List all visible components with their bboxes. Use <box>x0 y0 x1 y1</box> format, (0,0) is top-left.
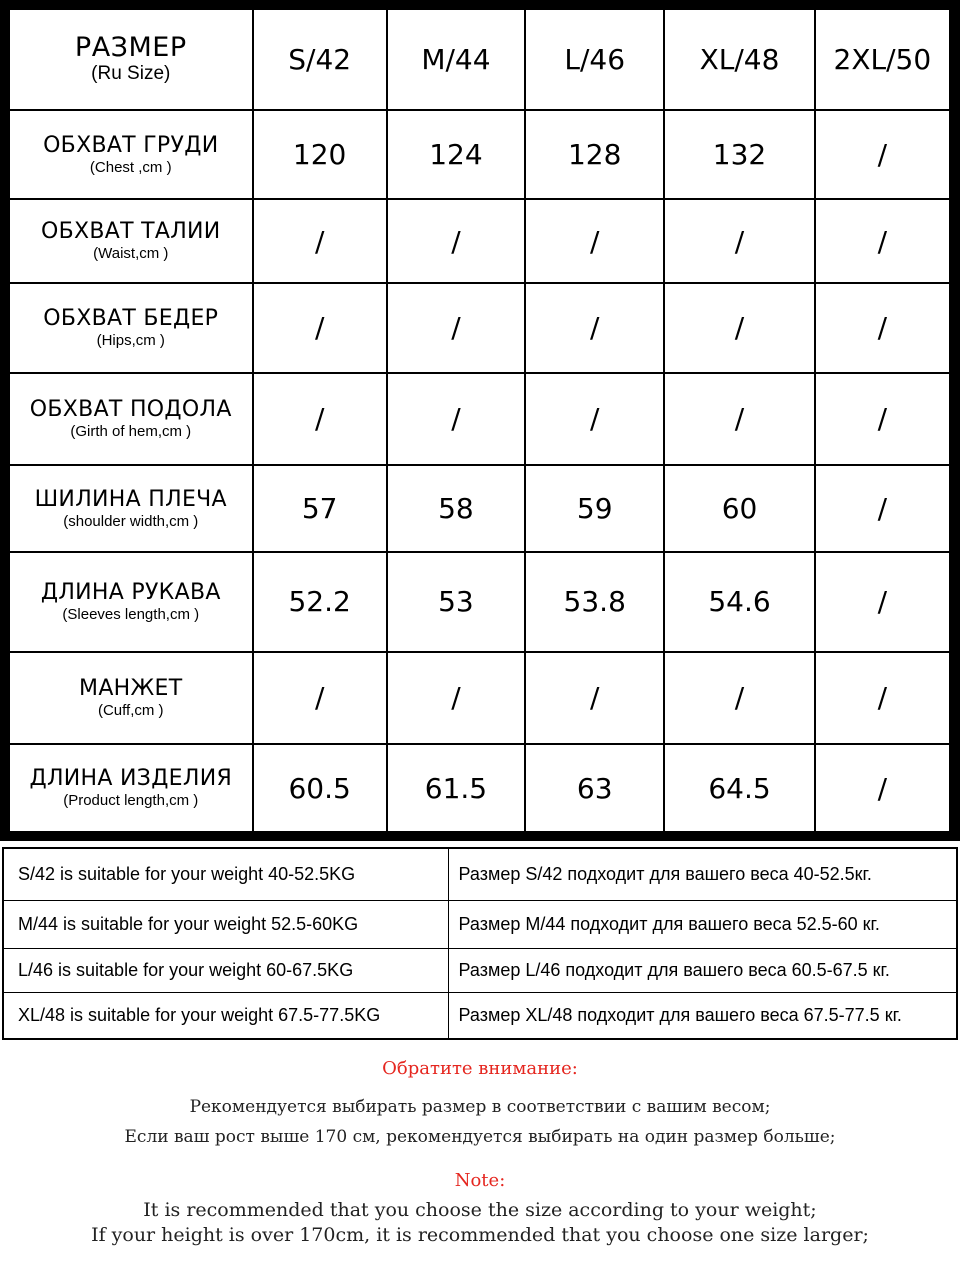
measure-value: 120 <box>254 111 386 199</box>
measure-value: 124 <box>388 111 524 199</box>
size-header-row <box>10 10 949 109</box>
measure-value: 57 <box>254 466 386 551</box>
measure-value: 63 <box>526 745 663 831</box>
weight-en: M/44 is suitable for your weight 52.5-60KG <box>4 900 448 948</box>
measure-value: / <box>388 284 524 372</box>
measure-label-cell <box>10 111 252 199</box>
weight-row <box>4 948 956 992</box>
measure-name: ДЛИНА ИЗДЕЛИЯ <box>29 766 233 792</box>
measure-value: 58 <box>388 466 524 551</box>
measure-value: / <box>254 284 386 372</box>
measure-row-chest <box>10 111 949 199</box>
measure-value: 53 <box>388 553 524 651</box>
measure-row-length <box>10 745 949 831</box>
weight-row <box>4 900 956 948</box>
measure-value: / <box>388 200 524 282</box>
size-label-l46: L/46 <box>526 10 663 109</box>
measure-name-en: (Girth of hem,cm ) <box>70 422 192 440</box>
measure-value: / <box>665 653 813 744</box>
measure-value: / <box>254 653 386 744</box>
measure-value: 52.2 <box>254 553 386 651</box>
measure-value: / <box>816 745 949 831</box>
measure-row-waist <box>10 200 949 282</box>
size-header-subtitle: (Ru Size) <box>91 63 171 85</box>
measure-value: 59 <box>526 466 663 551</box>
measure-label-cell <box>10 466 252 551</box>
measure-name-en: (Waist,cm ) <box>93 245 169 263</box>
measure-value: / <box>816 111 949 199</box>
measure-value: / <box>526 374 663 465</box>
measure-name-en: (Chest ,cm ) <box>89 158 172 176</box>
measure-value: / <box>816 653 949 744</box>
measure-name: ОБХВАТ ТАЛИИ <box>40 219 221 245</box>
weight-ru: Размер XL/48 подходит для вашего веса 67.5-77.5 кг. <box>448 992 956 1038</box>
measure-value: / <box>526 653 663 744</box>
measure-value: / <box>665 374 813 465</box>
weight-guide-table <box>2 847 958 1040</box>
note-ru-line-1: Рекомендуется выбирать размер в соответствии с вашим весом; <box>189 1097 771 1117</box>
measure-value: 53.8 <box>526 553 663 651</box>
measure-value: / <box>816 466 949 551</box>
measure-value: / <box>816 553 949 651</box>
note-heading-en: Note: <box>454 1170 506 1191</box>
weight-ru: Размер M/44 подходит для вашего веса 52.5-60 кг. <box>448 900 956 948</box>
weight-ru: Размер S/42 подходит для вашего веса 40-52.5кг. <box>448 849 956 900</box>
weight-row <box>4 849 956 900</box>
measure-value: / <box>816 284 949 372</box>
note-heading-ru: Обратите внимание: <box>382 1058 578 1079</box>
measure-value: 132 <box>665 111 813 199</box>
measure-label-cell <box>10 745 252 831</box>
measure-name: МАНЖЕТ <box>79 675 183 701</box>
measure-value: / <box>816 200 949 282</box>
measure-row-cuff <box>10 653 949 744</box>
measure-name: ОБХВАТ ПОДОЛА <box>29 396 232 422</box>
weight-en: XL/48 is suitable for your weight 67.5-77.5KG <box>4 992 448 1038</box>
measure-value: / <box>388 374 524 465</box>
size-header-cell <box>10 10 252 109</box>
measure-row-sleeve <box>10 553 949 651</box>
measure-value: / <box>526 284 663 372</box>
measure-name-en: (Hips,cm ) <box>96 331 165 349</box>
size-header-title: РАЗМЕР <box>74 32 187 64</box>
measure-row-hips <box>10 284 949 372</box>
measure-value: 64.5 <box>665 745 813 831</box>
measure-value: 60 <box>665 466 813 551</box>
measure-value: / <box>388 653 524 744</box>
measure-name-en: (shoulder width,cm ) <box>63 512 199 530</box>
weight-en: L/46 is suitable for your weight 60-67.5KG <box>4 948 448 992</box>
measure-value: / <box>665 200 813 282</box>
measure-name-en: (Sleeves length,cm ) <box>62 605 200 623</box>
weight-row <box>4 992 956 1038</box>
measure-name: ОБХВАТ ГРУДИ <box>43 132 219 158</box>
size-label-m44: M/44 <box>388 10 524 109</box>
size-label-xl48: XL/48 <box>665 10 813 109</box>
measure-value: / <box>526 200 663 282</box>
note-en-line-2: If your height is over 170cm, it is recommended that you choose one size larger; <box>91 1224 869 1246</box>
measure-value: 60.5 <box>254 745 386 831</box>
measure-name: ДЛИНА РУКАВА <box>40 579 221 605</box>
measure-name-en: (Cuff,cm ) <box>97 701 164 719</box>
measure-row-shoulder <box>10 466 949 551</box>
measure-value: 54.6 <box>665 553 813 651</box>
measure-value: / <box>254 200 386 282</box>
measure-value: / <box>816 374 949 465</box>
measure-name-en: (Product length,cm ) <box>63 792 199 810</box>
measure-name: ОБХВАТ БЕДЕР <box>43 305 219 331</box>
weight-ru: Размер L/46 подходит для вашего веса 60.5-67.5 кг. <box>448 948 956 992</box>
measure-value: / <box>254 374 386 465</box>
measure-label-cell <box>10 553 252 651</box>
measure-label-cell <box>10 200 252 282</box>
measure-label-cell <box>10 374 252 465</box>
measure-label-cell <box>10 284 252 372</box>
size-label-2xl50: 2XL/50 <box>816 10 949 109</box>
size-label-s42: S/42 <box>254 10 386 109</box>
measure-label-cell <box>10 653 252 744</box>
note-en-line-1: It is recommended that you choose the size according to your weight; <box>143 1199 817 1221</box>
weight-en: S/42 is suitable for your weight 40-52.5KG <box>4 849 448 900</box>
measure-row-hem <box>10 374 949 465</box>
note-ru-line-2: Если ваш рост выше 170 см, рекомендуется выбирать на один размер больше; <box>124 1127 836 1147</box>
measure-value: 61.5 <box>388 745 524 831</box>
measure-value: / <box>665 284 813 372</box>
measure-value: 128 <box>526 111 663 199</box>
measure-name: ШИЛИНА ПЛЕЧА <box>34 486 227 512</box>
